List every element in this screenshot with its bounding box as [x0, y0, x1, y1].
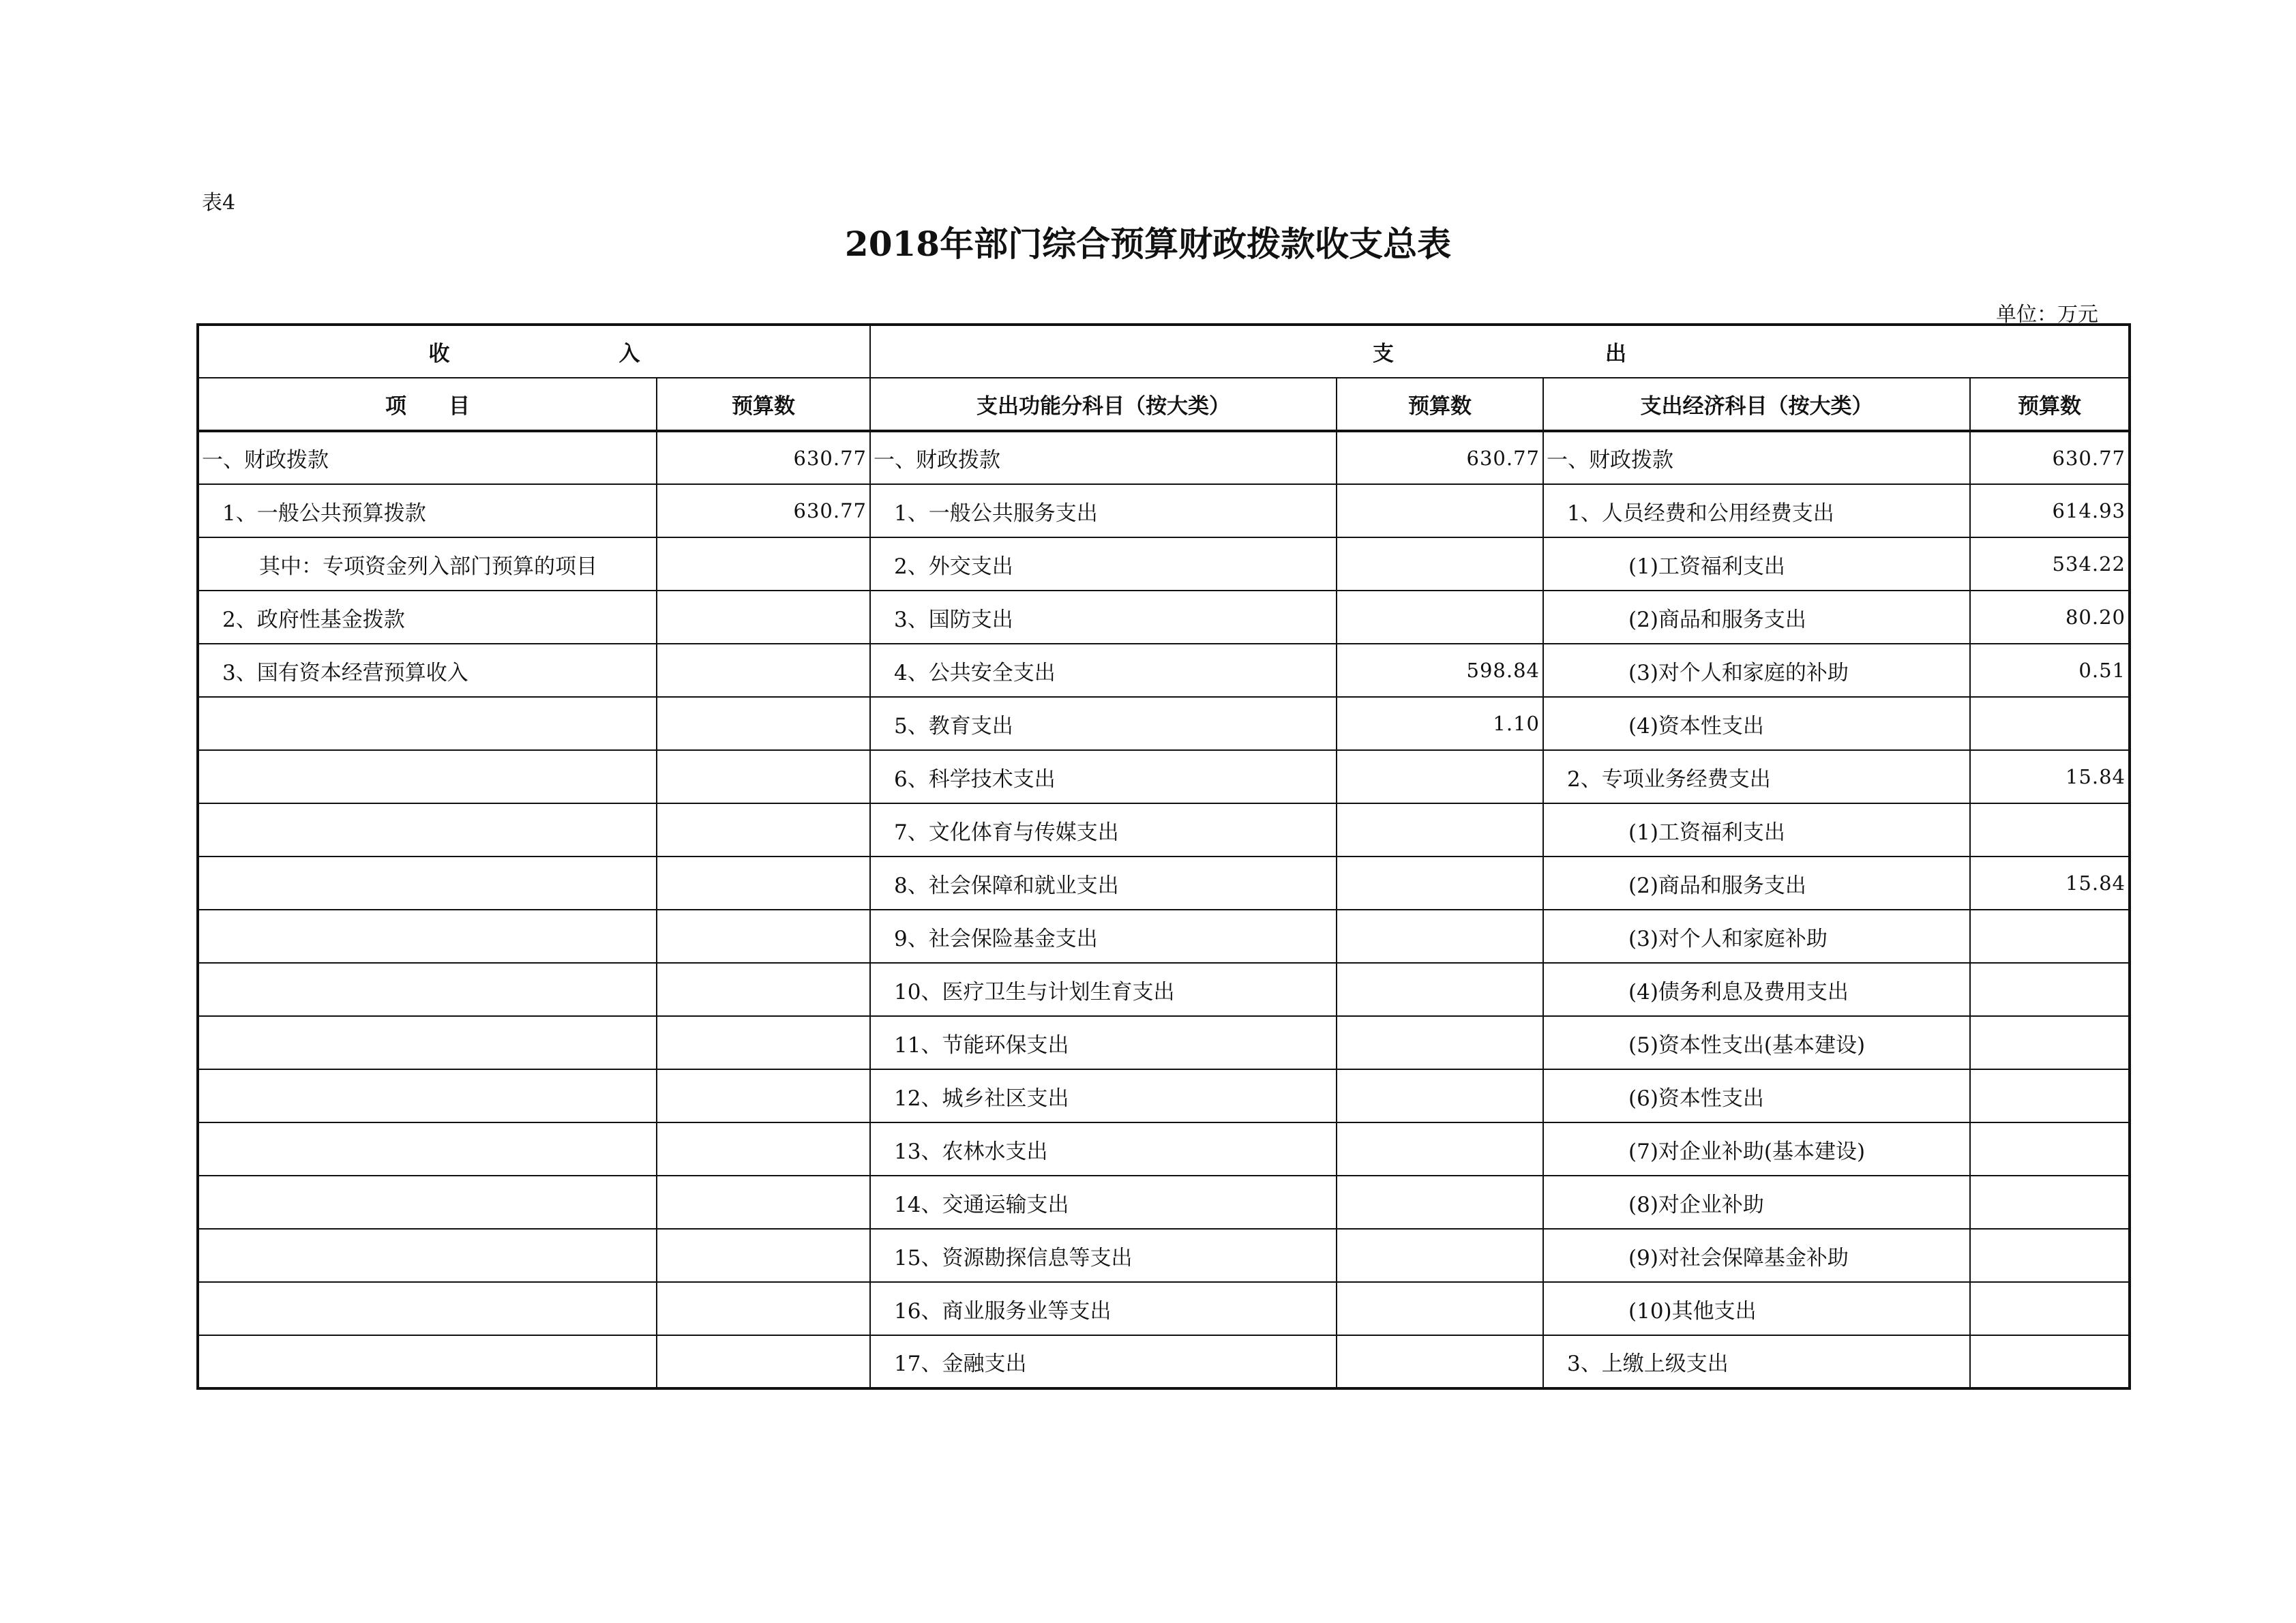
income-item-cell [198, 1122, 657, 1176]
econ-budget-cell [1970, 803, 2130, 857]
table-row [198, 750, 2130, 803]
func-subject-cell: 6、科学技术支出 [870, 750, 1337, 803]
func-budget-cell [1337, 963, 1543, 1016]
income-section-header [198, 325, 870, 378]
func-subject-cell: 1、一般公共服务支出 [870, 484, 1337, 537]
func-subject-cell: 13、农林水支出 [870, 1122, 1337, 1176]
econ-subject-cell: (5)资本性支出(基本建设) [1543, 1016, 1970, 1069]
econ-subject-cell: (4)债务利息及费用支出 [1543, 963, 1970, 1016]
table-row [198, 537, 2130, 591]
table-row [198, 1069, 2130, 1122]
income-item-cell [198, 1335, 657, 1388]
table-row [198, 1016, 2130, 1069]
income-budget-cell: 630.77 [657, 431, 870, 484]
econ-subject-cell: 3、上缴上级支出 [1543, 1335, 1970, 1388]
func-subject-cell: 8、社会保障和就业支出 [870, 857, 1337, 910]
income-item-cell [198, 697, 657, 750]
income-item-cell [198, 1229, 657, 1282]
table-row [198, 644, 2130, 697]
income-item-cell [198, 803, 657, 857]
table-row [198, 910, 2130, 963]
income-budget-cell [657, 750, 870, 803]
econ-subject-cell: (2)商品和服务支出 [1543, 591, 1970, 644]
income-budget-cell [657, 537, 870, 591]
econ-subject-cell: (7)对企业补助(基本建设) [1543, 1122, 1970, 1176]
income-item-cell: 1、一般公共预算拨款 [198, 484, 657, 537]
income-budget-cell [657, 1229, 870, 1282]
func-subject-cell: 3、国防支出 [870, 591, 1337, 644]
income-budget-cell [657, 1016, 870, 1069]
table-body [198, 431, 2130, 1388]
income-section-label: 收 入 [428, 342, 640, 366]
table-row [198, 591, 2130, 644]
income-item-cell: 一、财政拨款 [198, 431, 657, 484]
table-row [198, 1335, 2130, 1388]
func-budget-cell [1337, 857, 1543, 910]
page-title: 2018年部门综合预算财政拨款收支总表 [844, 224, 1452, 264]
func-budget-cell [1337, 1069, 1543, 1122]
func-subject-cell: 12、城乡社区支出 [870, 1069, 1337, 1122]
func-subject-cell: 15、资源勘探信息等支出 [870, 1229, 1337, 1282]
column-header-econ-subject: 支出经济科目（按大类） [1543, 378, 1970, 431]
func-budget-cell [1337, 750, 1543, 803]
income-item-cell [198, 750, 657, 803]
econ-budget-cell: 0.51 [1970, 644, 2130, 697]
header-row-columns [198, 378, 2130, 431]
table-row [198, 484, 2130, 537]
func-subject-cell: 2、外交支出 [870, 537, 1337, 591]
expenditure-section-label: 支 出 [1373, 342, 1626, 366]
econ-budget-cell [1970, 697, 2130, 750]
income-budget-cell [657, 644, 870, 697]
econ-budget-cell [1970, 963, 2130, 1016]
econ-subject-cell: (4)资本性支出 [1543, 697, 1970, 750]
func-subject-cell: 一、财政拨款 [870, 431, 1337, 484]
table-row [198, 431, 2130, 484]
budget-summary-table [196, 323, 2131, 1390]
unit-label: 单位：万元 [1996, 303, 2098, 327]
func-budget-cell [1337, 1176, 1543, 1229]
table-row [198, 1176, 2130, 1229]
econ-subject-cell: 2、专项业务经费支出 [1543, 750, 1970, 803]
func-budget-cell [1337, 910, 1543, 963]
table-row [198, 697, 2130, 750]
income-budget-cell [657, 1282, 870, 1335]
econ-budget-cell [1970, 1282, 2130, 1335]
income-item-cell [198, 1176, 657, 1229]
econ-budget-cell: 15.84 [1970, 857, 2130, 910]
table-row [198, 1229, 2130, 1282]
table-row [198, 1122, 2130, 1176]
column-header-income-budget: 预算数 [657, 378, 870, 431]
func-subject-cell: 11、节能环保支出 [870, 1016, 1337, 1069]
func-budget-cell: 630.77 [1337, 431, 1543, 484]
func-subject-cell: 7、文化体育与传媒支出 [870, 803, 1337, 857]
income-item-cell [198, 1069, 657, 1122]
econ-budget-cell: 534.22 [1970, 537, 2130, 591]
header-row-sections [198, 325, 2130, 378]
income-budget-cell [657, 697, 870, 750]
econ-subject-cell: 一、财政拨款 [1543, 431, 1970, 484]
econ-subject-cell: (10)其他支出 [1543, 1282, 1970, 1335]
column-header-func-subject: 支出功能分科目（按大类） [870, 378, 1337, 431]
expenditure-section-header [870, 325, 2130, 378]
econ-budget-cell: 80.20 [1970, 591, 2130, 644]
table-row [198, 857, 2130, 910]
income-budget-cell [657, 591, 870, 644]
func-budget-cell [1337, 1282, 1543, 1335]
econ-budget-cell [1970, 910, 2130, 963]
econ-subject-cell: (2)商品和服务支出 [1543, 857, 1970, 910]
income-budget-cell [657, 857, 870, 910]
func-subject-cell: 17、金融支出 [870, 1335, 1337, 1388]
econ-budget-cell: 614.93 [1970, 484, 2130, 537]
func-budget-cell [1337, 803, 1543, 857]
econ-budget-cell [1970, 1176, 2130, 1229]
func-budget-cell: 1.10 [1337, 697, 1543, 750]
func-budget-cell [1337, 1335, 1543, 1388]
income-item-cell [198, 857, 657, 910]
econ-subject-cell: (8)对企业补助 [1543, 1176, 1970, 1229]
income-budget-cell [657, 1335, 870, 1388]
econ-budget-cell [1970, 1016, 2130, 1069]
column-header-item: 项 目 [198, 378, 657, 431]
econ-subject-cell: (6)资本性支出 [1543, 1069, 1970, 1122]
econ-budget-cell [1970, 1229, 2130, 1282]
econ-subject-cell: (1)工资福利支出 [1543, 537, 1970, 591]
income-item-cell: 其中：专项资金列入部门预算的项目 [198, 537, 657, 591]
column-header-econ-budget: 预算数 [1970, 378, 2130, 431]
income-budget-cell [657, 910, 870, 963]
table-row [198, 963, 2130, 1016]
income-item-cell [198, 1282, 657, 1335]
econ-subject-cell: (3)对个人和家庭的补助 [1543, 644, 1970, 697]
func-subject-cell: 10、医疗卫生与计划生育支出 [870, 963, 1337, 1016]
func-budget-cell [1337, 537, 1543, 591]
income-item-cell [198, 910, 657, 963]
income-item-cell [198, 963, 657, 1016]
func-subject-cell: 16、商业服务业等支出 [870, 1282, 1337, 1335]
func-budget-cell: 598.84 [1337, 644, 1543, 697]
income-budget-cell [657, 963, 870, 1016]
income-item-cell: 2、政府性基金拨款 [198, 591, 657, 644]
income-budget-cell [657, 1176, 870, 1229]
func-subject-cell: 9、社会保险基金支出 [870, 910, 1337, 963]
income-budget-cell [657, 1069, 870, 1122]
income-budget-cell [657, 1122, 870, 1176]
func-budget-cell [1337, 1229, 1543, 1282]
econ-subject-cell: (1)工资福利支出 [1543, 803, 1970, 857]
income-item-cell [198, 1016, 657, 1069]
econ-budget-cell: 630.77 [1970, 431, 2130, 484]
func-subject-cell: 5、教育支出 [870, 697, 1337, 750]
income-budget-cell [657, 803, 870, 857]
func-budget-cell [1337, 484, 1543, 537]
income-budget-cell: 630.77 [657, 484, 870, 537]
econ-budget-cell [1970, 1122, 2130, 1176]
econ-budget-cell: 15.84 [1970, 750, 2130, 803]
econ-budget-cell [1970, 1335, 2130, 1388]
func-budget-cell [1337, 1122, 1543, 1176]
table-label: 表4 [202, 191, 236, 215]
func-budget-cell [1337, 591, 1543, 644]
func-subject-cell: 14、交通运输支出 [870, 1176, 1337, 1229]
econ-budget-cell [1970, 1069, 2130, 1122]
econ-subject-cell: (3)对个人和家庭补助 [1543, 910, 1970, 963]
column-header-func-budget: 预算数 [1337, 378, 1543, 431]
func-subject-cell: 4、公共安全支出 [870, 644, 1337, 697]
income-item-cell: 3、国有资本经营预算收入 [198, 644, 657, 697]
func-budget-cell [1337, 1016, 1543, 1069]
table-row [198, 803, 2130, 857]
econ-subject-cell: 1、人员经费和公用经费支出 [1543, 484, 1970, 537]
econ-subject-cell: (9)对社会保障基金补助 [1543, 1229, 1970, 1282]
table-row [198, 1282, 2130, 1335]
